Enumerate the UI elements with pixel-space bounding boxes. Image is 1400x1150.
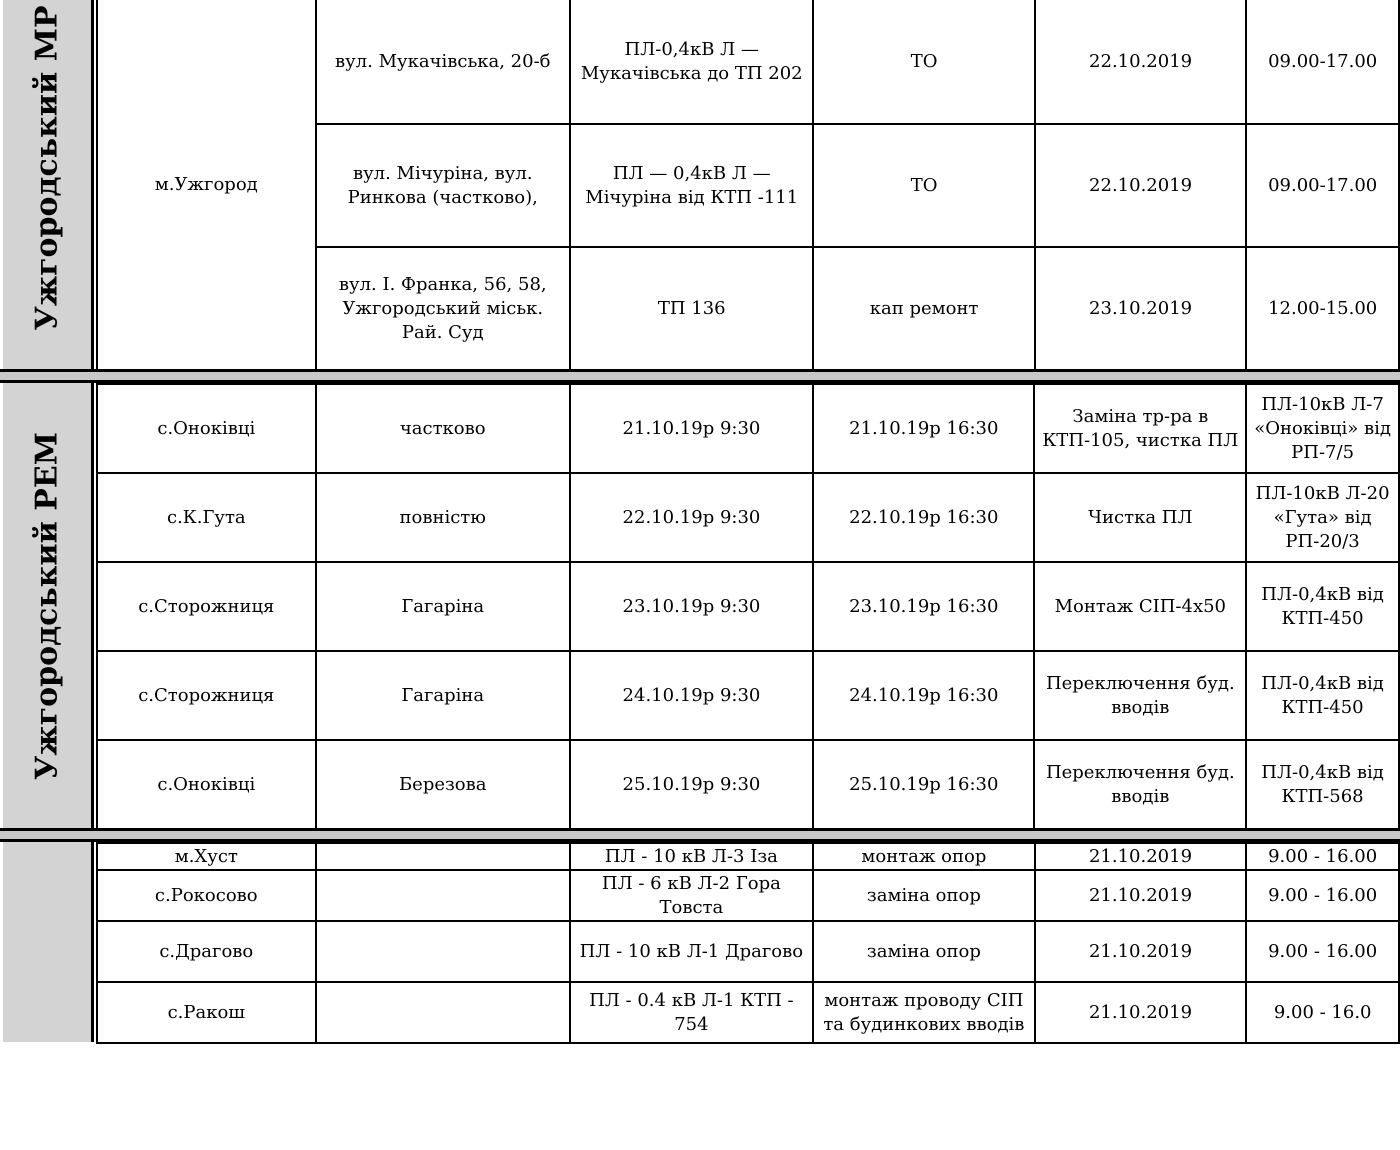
village-cell: с.Оноківці — [97, 384, 316, 473]
date-cell: 21.10.2019 — [1035, 870, 1247, 921]
work-cell: монтаж проводу СІП та будинкових вводів — [813, 982, 1035, 1043]
street-cell: Гагаріна — [316, 651, 570, 740]
date-cell: 21.10.2019 — [1035, 843, 1247, 870]
street-cell: Березова — [316, 740, 570, 829]
end-cell: 22.10.19р 16:30 — [813, 473, 1034, 562]
section-uzhhorod-rem — [0, 383, 1400, 829]
work-cell: заміна опор — [813, 921, 1035, 982]
work-cell: Переключення буд. вводів — [1034, 740, 1246, 829]
outage-table-2 — [96, 383, 1400, 830]
line-cell: ПЛ - 0.4 кВ Л-1 КТП - 754 — [570, 982, 813, 1043]
city-cell: м.Ужгород — [97, 0, 316, 370]
line-cell: ПЛ - 10 кВ Л-1 Драгово — [570, 921, 813, 982]
line-cell: ПЛ-10кВ Л-7 «Оноківці» від РП-7/5 — [1246, 384, 1399, 473]
address-cell: вул. І. Франка, 56, 58, Ужгородський міськ. Рай. Суд — [316, 247, 571, 370]
outage-table-3 — [96, 842, 1400, 1044]
date-cell: 21.10.2019 — [1035, 982, 1247, 1043]
line-cell: ПЛ-0,4кВ від КТП-450 — [1246, 562, 1399, 651]
table-row — [97, 0, 1399, 124]
village-cell: с.Сторожниця — [97, 562, 316, 651]
street-cell — [316, 843, 570, 870]
time-cell: 09.00-17.00 — [1246, 0, 1399, 124]
section-divider — [0, 369, 1400, 383]
time-cell: 09.00-17.00 — [1246, 124, 1399, 247]
end-cell: 21.10.19р 16:30 — [813, 384, 1034, 473]
address-cell: вул. Мукачівська, 20-б — [316, 0, 571, 124]
village-cell: с.Сторожниця — [97, 651, 316, 740]
line-cell: ПЛ-10кВ Л-20 «Гута» від РП-20/3 — [1246, 473, 1399, 562]
work-cell: заміна опор — [813, 870, 1035, 921]
village-cell: с.Ракош — [97, 982, 316, 1043]
start-cell: 25.10.19р 9:30 — [570, 740, 813, 829]
village-cell: м.Хуст — [97, 843, 316, 870]
table-row — [97, 740, 1399, 829]
village-cell: с.К.Гута — [97, 473, 316, 562]
work-cell: Чистка ПЛ — [1034, 473, 1246, 562]
section-side-label-box — [3, 383, 94, 829]
date-cell: 22.10.2019 — [1035, 124, 1247, 247]
street-cell — [316, 982, 570, 1043]
work-cell: монтаж опор — [813, 843, 1035, 870]
end-cell: 23.10.19р 16:30 — [813, 562, 1034, 651]
end-cell: 25.10.19р 16:30 — [813, 740, 1034, 829]
date-cell: 23.10.2019 — [1035, 247, 1247, 370]
table-row — [97, 921, 1399, 982]
table-row — [97, 384, 1399, 473]
table-row — [97, 843, 1399, 870]
table-row — [97, 473, 1399, 562]
line-cell: ТП 136 — [570, 247, 813, 370]
table-row — [97, 562, 1399, 651]
street-cell: Гагаріна — [316, 562, 570, 651]
section-side-label: Ужгородський МР — [29, 5, 65, 331]
outage-table-1 — [96, 0, 1400, 371]
date-cell: 22.10.2019 — [1035, 0, 1247, 124]
street-cell: повністю — [316, 473, 570, 562]
work-cell: ТО — [813, 124, 1034, 247]
address-cell: вул. Мічуріна, вул. Ринкова (частково), — [316, 124, 571, 247]
section-khust — [0, 842, 1400, 1042]
section-divider — [0, 828, 1400, 842]
work-cell: кап ремонт — [813, 247, 1034, 370]
start-cell: 23.10.19р 9:30 — [570, 562, 813, 651]
village-cell: с.Драгово — [97, 921, 316, 982]
work-cell: Переключення буд. вводів — [1034, 651, 1246, 740]
village-cell: с.Рокосово — [97, 870, 316, 921]
line-cell: ПЛ — 0,4кВ Л — Мічуріна від КТП -111 — [570, 124, 813, 247]
work-cell: ТО — [813, 0, 1034, 124]
line-cell: ПЛ-0,4кВ від КТП-450 — [1246, 651, 1399, 740]
line-cell: ПЛ-0,4кВ від КТП-568 — [1246, 740, 1399, 829]
section-uzhhorod-mr — [0, 0, 1400, 370]
street-cell: частково — [316, 384, 570, 473]
time-cell: 9.00 - 16.00 — [1246, 843, 1399, 870]
table-row — [97, 651, 1399, 740]
time-cell: 9.00 - 16.00 — [1246, 921, 1399, 982]
line-cell: ПЛ-0,4кВ Л — Мукачівська до ТП 202 — [570, 0, 813, 124]
end-cell: 24.10.19р 16:30 — [813, 651, 1034, 740]
start-cell: 22.10.19р 9:30 — [570, 473, 813, 562]
time-cell: 9.00 - 16.00 — [1246, 870, 1399, 921]
start-cell: 24.10.19р 9:30 — [570, 651, 813, 740]
street-cell — [316, 921, 570, 982]
work-cell: Заміна тр-ра в КТП-105, чистка ПЛ — [1034, 384, 1246, 473]
time-cell: 12.00-15.00 — [1246, 247, 1399, 370]
village-cell: с.Оноківці — [97, 740, 316, 829]
date-cell: 21.10.2019 — [1035, 921, 1247, 982]
section-side-label: Ужгородський РЕМ — [29, 432, 65, 780]
section-side-label-box — [3, 842, 94, 1042]
table-row — [97, 870, 1399, 921]
work-cell: Монтаж СІП-4х50 — [1034, 562, 1246, 651]
street-cell — [316, 870, 570, 921]
section-side-label-box — [3, 0, 94, 370]
table-row — [97, 982, 1399, 1043]
time-cell: 9.00 - 16.0 — [1246, 982, 1399, 1043]
line-cell: ПЛ - 6 кВ Л-2 Гора Товста — [570, 870, 813, 921]
start-cell: 21.10.19р 9:30 — [570, 384, 813, 473]
line-cell: ПЛ - 10 кВ Л-3 Іза — [570, 843, 813, 870]
